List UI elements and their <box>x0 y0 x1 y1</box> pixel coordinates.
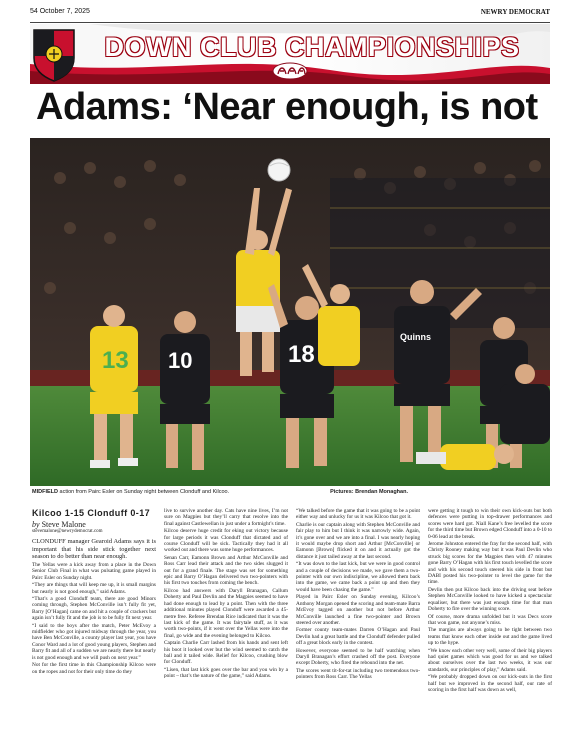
paragraph: The scores went tit-for-tat including two tremendous two-pointers from Ross Carr. The Yellas <box>296 667 420 681</box>
page-date: 54 October 7, 2025 <box>30 8 90 15</box>
paragraph: Kilcoo had answers with Daryll Branagan, Callum Doherty and Paul Devlin and the Magpies seemed to have had done enough to lead by a point. Then with the three additional minutes played Clonduff were awarded a 45-metre free. Referee Brendan Rice indicated that it was the last kick of the game. It was fairytale stuff, as it was worth two-points, if it went over the Yellas were into the final, go wide and the evening belonged to Kilcoo. <box>164 587 288 639</box>
paragraph: However, everyone seemed to be half watching when Daryll Branagan’s effort crashed off the post. Everyone except Doherty, who fired the rebound into the net. <box>296 647 420 667</box>
match-photo <box>30 138 550 486</box>
author-email: stevemalone@newrydemocrat.com <box>32 529 103 534</box>
jersey-sponsor-text: Quinns <box>400 332 431 342</box>
article-headline: Adams: ‘Near enough, is not <box>36 86 538 128</box>
gaa-logo <box>272 62 308 80</box>
paragraph: “They are things that will keep me up, it is small margins but nearly is not good enough,” said Adams. <box>32 582 156 595</box>
paragraph: The Yellas were a kick away from a place in the Down Senior Club Final in what was pulsating game played in Pairc Esler on Sunday night. <box>32 562 156 581</box>
paragraph: “We probably dropped down on our kick-outs in the first half but we improved in the second half, our rate of scoring in the first half was down as well, <box>428 674 552 693</box>
paragraph: “We talked before the game that it was going to be a point either way and unlucky for us it was Kilcoo that got it. <box>296 508 420 521</box>
paragraph: Not for the first time in this Championship Kilcoo were on the ropes and not for their only time do they <box>32 662 156 675</box>
byline <box>32 520 156 529</box>
paragraph: Captain Charlie Carr lashed from his hands and sent left his boot it looked over but the wind seemed to catch the ball and it tailed wide. Relief for Kilcoo, crushing blow for Clonduff. <box>164 640 288 666</box>
paragraph: “Lisen, that last kick goes over the bar and you win by a point – that’s the nature of the game,” said Adams. <box>164 666 288 680</box>
paragraph: were getting it tough to win their own kick-outs but both defences were putting in top-drawer performances and scores were hard got. Niall Kane’s free levelled the score for the third time but Brown edged Clonduff into a 0-10 to 0-06 lead at the break. <box>428 508 552 540</box>
paragraph: “I said to the boys after the match, Peter McEvoy a midfielder who got injured midway through the year, you have Ben McConville, a county player last year, you have Conor Ward and a lot of good young players, Stephen and Barry fit and all of a sudden we are nearly there but nearly is not good enough and we will push on next year.” <box>32 622 156 661</box>
byline-prefix: by <box>32 520 40 529</box>
photo-credit: Pictures: Brendan Monaghan. <box>330 489 408 495</box>
paragraph: Charlie is our captain along with Stephen McConville and fair play to him but I think it was narrowly wide. Again, it’s gone over and we are into a final. I was nearly hoping it would maybe drop short and Arthur [McConville] or Eamonn [Brown] flicked it on and it actually got the distance it just tailed away at the last second. <box>296 521 420 560</box>
photo-caption <box>32 489 548 495</box>
paragraph: Kilcoo deserve huge credit for eking out victory because for large periods it was Clonduff that dictated and of course Clonduff will be sick. Tactically they had it all worked out and there was some huge performances. <box>164 528 288 554</box>
author-name: Steve Malone <box>41 520 86 529</box>
paragraph: Devlin then put Kilcoo back into the driving seat before Stephen McConville looked to have kicked a spectacular equaliser, but there was just enough time for that man Doherty to fire over the winning score. <box>428 586 552 613</box>
score-line: Kilcoo 1-15 Clonduff 0-17 <box>32 508 151 518</box>
jersey-number-10: 10 <box>168 348 193 373</box>
article-column-4 <box>428 508 552 694</box>
paragraph: “It was down to the last kick, but we were in good control and a couple of decisions we made, we gave them a two-pointer with our own indiscipline, we allowed them back into the game, we came back a point up and then they would have been chasing the game.” <box>296 561 420 593</box>
paragraph: Former county team-mates Darren O’Hagan and Paul Devlin had a great battle and the Clonduff defender pulled off a great block early in the contest. <box>296 627 420 647</box>
page-topline <box>30 6 550 23</box>
paragraph: Jerome Johnston entered the fray for the second half, with Christy Rooney making way but it was Paul Devlin who struck big scores for the Magpies then with 47 minutes gone Barry O’Hagan with his first touch levelled the score and with his second touch steered his side in front but DABI posted his two-pointer to level the game for the time. <box>428 541 552 586</box>
paragraph: live to survive another day. Cats have nine lives, I’m not sure on Magpies but they’ll carry that resolve into the final against Castlewellan in just under a fortnight’s time. <box>164 508 288 527</box>
club-crest-logo <box>32 28 76 82</box>
section-title: DOWN CLUB CHAMPIONSHIPS <box>104 32 520 62</box>
paragraph: Of course, more drama unfolded but it was Decs score that won game, not anyone’s miss. <box>428 613 552 626</box>
jersey-number-18: 18 <box>288 341 315 368</box>
paragraph: Senan Carr, Eamonn Brown and Arthur McConville and Ross Carr lead their attack and the two sides slugged it out for a grand finale. The stage was set for something epic and Barry O’Hagan delivered two two-pointers with his first two touches from coming the bench. <box>164 554 288 587</box>
paragraph: CLONDUFF manager Gearoid Adams says it is important that his side stick together next season to do better than near enough. <box>32 538 156 560</box>
photo-caption-lead: MIDFIELD <box>32 489 58 495</box>
paragraph: “We know each other very well, some of their big players had quiet games which was good for us and we talked about ourselves over the last two weeks, it was our standards, our principles of play,” Adams said. <box>428 647 552 673</box>
article-column-3 <box>296 508 420 682</box>
article-column-1 <box>32 508 156 676</box>
article-column-2 <box>164 508 288 681</box>
paragraph: Played in Pairc Esler on Sunday evening, Kilcoo’s Anthony Morgan opened the scoring and team-mate Barra McEvoy tagged on another but not before Arthur McConville launched a fine two-pointer and Brown steered over another. <box>296 594 420 626</box>
paragraph: The margins are always going to be tight between two teams that know each other inside out and the game lived up to the hype. <box>428 627 552 647</box>
paper-name: NEWRY DEMOCRAT <box>480 8 550 16</box>
jersey-number-13: 13 <box>102 347 129 374</box>
photo-caption-text: action from Pairc Esler on Sunday night between Clonduff and Kilcoo. <box>57 489 230 495</box>
paragraph: “That’s a good Clonduff team, there are good Minors coming through, Stephen McConville isn’t fully fit yet, Barry [O’Hagan] came on and hit a couple of crackers but again isn’t fully fit and the job is to be fully fit next year. <box>32 596 156 622</box>
